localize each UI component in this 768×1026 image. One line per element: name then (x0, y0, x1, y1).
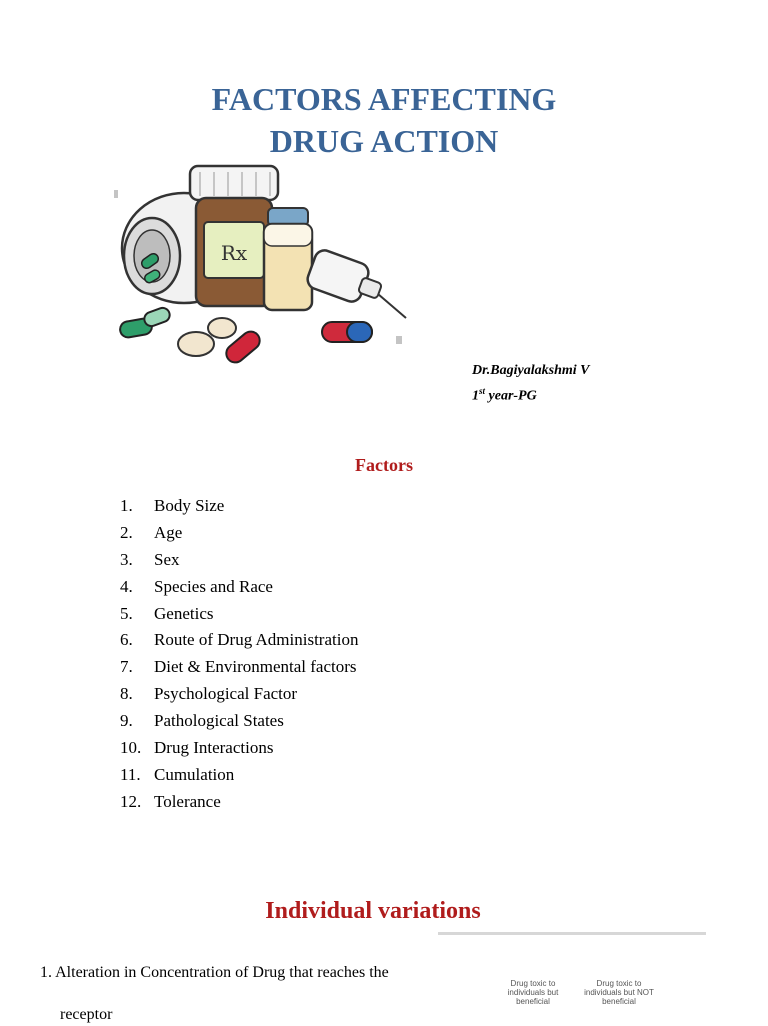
author-name: Dr.Bagiyalakshmi V (472, 363, 590, 378)
author-year-number: 1 (472, 388, 479, 404)
list-number: 10. (120, 738, 142, 758)
variation-point-1-line-2: receptor (60, 1006, 113, 1023)
medicine-clipart-icon (114, 160, 410, 372)
list-label: Pathological States (154, 711, 284, 731)
factors-heading: Factors (355, 455, 413, 475)
list-item (120, 789, 358, 816)
list-item (120, 654, 358, 681)
individual-variations-heading: Individual variations (265, 898, 481, 924)
list-label: Cumulation (154, 764, 235, 784)
list-label: Drug Interactions (154, 738, 274, 758)
list-item (120, 708, 358, 735)
list-item (120, 574, 358, 601)
list-label: Age (154, 522, 183, 542)
title-line-1: FACTORS AFFECTING (211, 81, 557, 117)
page-title (0, 78, 768, 162)
factor-list (120, 493, 358, 816)
list-label: Tolerance (154, 791, 221, 811)
list-item (120, 601, 358, 628)
list-item (120, 735, 358, 762)
list-label: Psychological Factor (154, 684, 298, 704)
list-label: Species and Race (154, 576, 273, 596)
tube-icon (305, 248, 406, 318)
variation-point-1 (40, 962, 440, 1026)
figure-label-not-beneficial: Drug toxic to individuals but NOT beneficial (584, 979, 654, 1006)
author-year-rest: year-PG (485, 388, 537, 404)
list-number: 2. (120, 522, 133, 542)
list-label: Route of Drug Administration (154, 630, 359, 650)
list-item (120, 762, 358, 789)
variation-figure (438, 932, 706, 1024)
author-block (472, 361, 589, 407)
list-number: 8. (120, 684, 133, 704)
list-number: 4. (120, 576, 133, 596)
author-year-suffix: st (479, 386, 486, 396)
list-item (120, 493, 358, 520)
list-item (120, 627, 358, 654)
list-number: 6. (120, 630, 133, 650)
list-number: 11. (120, 764, 141, 784)
list-label: Body Size (154, 496, 225, 515)
list-item (120, 520, 358, 547)
list-number: 5. (120, 603, 133, 623)
list-number: 1. (120, 496, 133, 515)
list-label: Genetics (154, 603, 214, 623)
list-item (120, 681, 358, 708)
vial-icon (264, 208, 312, 310)
variation-point-1-line-1: 1. Alteration in Concentration of Drug that reaches the (40, 964, 389, 981)
list-number: 3. (120, 549, 133, 569)
list-label: Diet & Environmental factors (154, 657, 357, 677)
list-label: Sex (154, 549, 180, 569)
figure-label-beneficial: Drug toxic to individuals but beneficial (507, 979, 559, 1006)
author-year (472, 381, 589, 407)
list-number: 12. (120, 791, 142, 811)
list-number: 7. (120, 657, 133, 677)
list-number: 9. (120, 711, 133, 731)
rx-label: Rx (220, 241, 248, 265)
list-item (120, 547, 358, 574)
title-line-2: DRUG ACTION (269, 123, 499, 159)
